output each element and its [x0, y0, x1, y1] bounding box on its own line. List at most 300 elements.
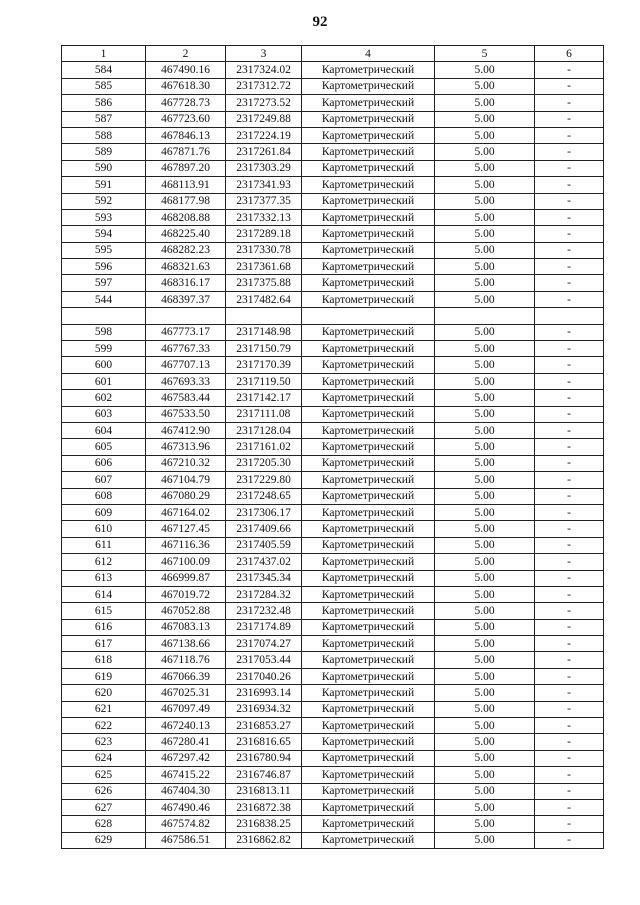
table-cell: -	[535, 291, 604, 307]
table-cell: 5.00	[435, 144, 535, 160]
table-cell: 609	[62, 504, 146, 520]
table-cell: Картометрический	[302, 718, 435, 734]
table-cell: -	[535, 734, 604, 750]
table-row	[62, 472, 604, 488]
table-cell: 625	[62, 767, 146, 783]
table-cell: -	[535, 570, 604, 586]
table-cell: -	[535, 455, 604, 471]
table-cell: 2317053.44	[226, 652, 302, 668]
table-cell: 5.00	[435, 422, 535, 438]
table-cell: -	[535, 652, 604, 668]
table-cell: 600	[62, 357, 146, 373]
table-row	[62, 668, 604, 684]
table-cell: 2317330.78	[226, 242, 302, 258]
header-cell: 3	[226, 46, 302, 62]
table-cell: Картометрический	[302, 603, 435, 619]
table-cell: Картометрический	[302, 586, 435, 602]
table-row	[62, 816, 604, 832]
table-cell: 467052.88	[146, 603, 226, 619]
table-cell: 5.00	[435, 619, 535, 635]
table-cell: Картометрический	[302, 209, 435, 225]
table-cell: 2317306.17	[226, 504, 302, 520]
table-cell: 5.00	[435, 570, 535, 586]
table-cell: Картометрический	[302, 554, 435, 570]
table-cell: 2317312.72	[226, 78, 302, 94]
table-cell: 594	[62, 226, 146, 242]
table-cell: 5.00	[435, 160, 535, 176]
table-cell: -	[535, 177, 604, 193]
table-cell: 467210.32	[146, 455, 226, 471]
table-row	[62, 570, 604, 586]
table-cell: 2316853.27	[226, 718, 302, 734]
table-row	[62, 685, 604, 701]
table-cell: 5.00	[435, 504, 535, 520]
table-row	[62, 95, 604, 111]
table-cell: 5.00	[435, 127, 535, 143]
table-cell: 2317148.98	[226, 324, 302, 340]
table-cell: 586	[62, 95, 146, 111]
table-row	[62, 439, 604, 455]
table-cell: Картометрический	[302, 357, 435, 373]
table-cell: 602	[62, 390, 146, 406]
table-cell: -	[535, 275, 604, 291]
table-cell: -	[535, 750, 604, 766]
table-cell: 5.00	[435, 832, 535, 848]
table-cell: 5.00	[435, 537, 535, 553]
table-cell: 2317332.13	[226, 209, 302, 225]
table-cell: 5.00	[435, 193, 535, 209]
table-cell: -	[535, 685, 604, 701]
table-row	[62, 144, 604, 160]
table-cell: 629	[62, 832, 146, 848]
table-cell: Картометрический	[302, 177, 435, 193]
table-cell: 614	[62, 586, 146, 602]
table-cell: 467104.79	[146, 472, 226, 488]
table-cell: 468282.23	[146, 242, 226, 258]
table-cell: 5.00	[435, 816, 535, 832]
table-cell: 467415.22	[146, 767, 226, 783]
table-row	[62, 193, 604, 209]
table-cell: Картометрический	[302, 504, 435, 520]
table-cell: 613	[62, 570, 146, 586]
table-cell: 2317229.80	[226, 472, 302, 488]
table-row	[62, 554, 604, 570]
table-cell: 5.00	[435, 242, 535, 258]
table-cell: 467313.96	[146, 439, 226, 455]
table-cell: 2317375.88	[226, 275, 302, 291]
table-cell: 606	[62, 455, 146, 471]
table-cell: 467871.76	[146, 144, 226, 160]
table-cell: 5.00	[435, 636, 535, 652]
table-row	[62, 78, 604, 94]
table-cell: 2317224.19	[226, 127, 302, 143]
table-cell: Картометрический	[302, 652, 435, 668]
table-row	[62, 373, 604, 389]
table-cell: 5.00	[435, 455, 535, 471]
table-cell: 467280.41	[146, 734, 226, 750]
table-row	[62, 832, 604, 848]
table-cell: -	[535, 767, 604, 783]
table-cell: 605	[62, 439, 146, 455]
table-cell: 2317232.48	[226, 603, 302, 619]
table-cell: 5.00	[435, 586, 535, 602]
header-cell: 1	[62, 46, 146, 62]
table-cell: Картометрический	[302, 783, 435, 799]
table-cell: 5.00	[435, 603, 535, 619]
table-cell: -	[535, 341, 604, 357]
table-row	[62, 652, 604, 668]
table-cell: -	[535, 160, 604, 176]
table-cell: -	[535, 373, 604, 389]
table-cell: 598	[62, 324, 146, 340]
table-cell: Картометрический	[302, 750, 435, 766]
table-cell: 2317273.52	[226, 95, 302, 111]
table-cell: 467100.09	[146, 554, 226, 570]
table-cell: 585	[62, 78, 146, 94]
coordinates-table	[61, 45, 604, 849]
table-cell: 467583.44	[146, 390, 226, 406]
table-cell: 591	[62, 177, 146, 193]
table-cell: -	[535, 783, 604, 799]
table-row	[62, 209, 604, 225]
table-cell: 622	[62, 718, 146, 734]
table-cell: -	[535, 144, 604, 160]
table-cell: -	[535, 242, 604, 258]
table-cell: 2316838.25	[226, 816, 302, 832]
table-cell: 468321.63	[146, 259, 226, 275]
table-cell: 5.00	[435, 701, 535, 717]
table-cell: 2316780.94	[226, 750, 302, 766]
table-cell: 467025.31	[146, 685, 226, 701]
table-cell: 5.00	[435, 341, 535, 357]
table-cell: Картометрический	[302, 422, 435, 438]
table-cell: 467767.33	[146, 341, 226, 357]
table-cell: -	[535, 78, 604, 94]
table-cell: 467138.66	[146, 636, 226, 652]
table-cell: 467083.13	[146, 619, 226, 635]
table-cell: 467533.50	[146, 406, 226, 422]
table-cell: 467297.42	[146, 750, 226, 766]
table-cell: 599	[62, 341, 146, 357]
table-cell: 628	[62, 816, 146, 832]
table-cell: 2317074.27	[226, 636, 302, 652]
table-cell: Картометрический	[302, 734, 435, 750]
table-cell	[62, 308, 146, 324]
table-cell: 588	[62, 127, 146, 143]
table-cell	[146, 308, 226, 324]
table-cell: 2317128.04	[226, 422, 302, 438]
table-cell: -	[535, 799, 604, 815]
table-cell: -	[535, 406, 604, 422]
header-cell: 6	[535, 46, 604, 62]
table-row	[62, 111, 604, 127]
table-cell: -	[535, 488, 604, 504]
table-cell: 2317324.02	[226, 62, 302, 78]
table-cell: 2317482.64	[226, 291, 302, 307]
table-cell: 467490.46	[146, 799, 226, 815]
table-cell: Картометрический	[302, 62, 435, 78]
table-row	[62, 406, 604, 422]
table-cell: 608	[62, 488, 146, 504]
table-row	[62, 160, 604, 176]
table-cell: 467118.76	[146, 652, 226, 668]
table-cell: Картометрический	[302, 799, 435, 815]
table-cell: 2316993.14	[226, 685, 302, 701]
table-cell: 2317377.35	[226, 193, 302, 209]
table-cell: 587	[62, 111, 146, 127]
table-cell: 467846.13	[146, 127, 226, 143]
table-row	[62, 422, 604, 438]
table-cell: 467586.51	[146, 832, 226, 848]
table-cell: 467116.36	[146, 537, 226, 553]
table-cell: 617	[62, 636, 146, 652]
table-cell: 5.00	[435, 750, 535, 766]
table-cell: Картометрический	[302, 193, 435, 209]
table-cell: 2317111.08	[226, 406, 302, 422]
table-row	[62, 521, 604, 537]
table-row	[62, 357, 604, 373]
table-row	[62, 750, 604, 766]
table-cell: 5.00	[435, 668, 535, 684]
table-cell: Картометрический	[302, 226, 435, 242]
table-cell: -	[535, 472, 604, 488]
table-cell: 5.00	[435, 439, 535, 455]
table-cell: Картометрический	[302, 275, 435, 291]
table-cell: 590	[62, 160, 146, 176]
table-cell: 467773.17	[146, 324, 226, 340]
table-cell	[435, 308, 535, 324]
table-cell: 467412.90	[146, 422, 226, 438]
table-cell: 2317341.93	[226, 177, 302, 193]
table-cell: -	[535, 537, 604, 553]
table-cell: 5.00	[435, 62, 535, 78]
table-cell: -	[535, 718, 604, 734]
table-cell: 467618.30	[146, 78, 226, 94]
table-cell: 467127.45	[146, 521, 226, 537]
table-row	[62, 619, 604, 635]
table-cell: -	[535, 701, 604, 717]
table-cell	[302, 308, 435, 324]
table-cell: Картометрический	[302, 832, 435, 848]
table-cell: Картометрический	[302, 439, 435, 455]
table-cell: 610	[62, 521, 146, 537]
table-cell: 2316934.32	[226, 701, 302, 717]
table-cell: 467574.82	[146, 816, 226, 832]
table-cell: -	[535, 586, 604, 602]
table-cell: 627	[62, 799, 146, 815]
table-cell: -	[535, 390, 604, 406]
table-cell: Картометрический	[302, 455, 435, 471]
table-cell: Картометрический	[302, 488, 435, 504]
table-cell: 597	[62, 275, 146, 291]
table-cell: 620	[62, 685, 146, 701]
table-cell: 5.00	[435, 95, 535, 111]
table-cell: 2317289.18	[226, 226, 302, 242]
table-cell: 5.00	[435, 390, 535, 406]
table-cell: Картометрический	[302, 406, 435, 422]
table-cell: 623	[62, 734, 146, 750]
table-cell: 467490.16	[146, 62, 226, 78]
table-cell: -	[535, 816, 604, 832]
table-cell: 604	[62, 422, 146, 438]
table-cell: 467693.33	[146, 373, 226, 389]
table-cell: -	[535, 554, 604, 570]
table-cell: 589	[62, 144, 146, 160]
table-cell: 2317303.29	[226, 160, 302, 176]
table-cell: 2317345.34	[226, 570, 302, 586]
table-row	[62, 734, 604, 750]
table-cell: Картометрический	[302, 259, 435, 275]
table-cell: Картометрический	[302, 537, 435, 553]
table-cell: 618	[62, 652, 146, 668]
table-cell: 615	[62, 603, 146, 619]
table-row	[62, 603, 604, 619]
table-cell: 2317174.89	[226, 619, 302, 635]
table-cell: -	[535, 521, 604, 537]
table-cell: -	[535, 636, 604, 652]
table-cell: 2317119.50	[226, 373, 302, 389]
table-row	[62, 767, 604, 783]
table-cell: 5.00	[435, 406, 535, 422]
table-cell: 612	[62, 554, 146, 570]
table-cell: -	[535, 193, 604, 209]
table-cell: 466999.87	[146, 570, 226, 586]
table-cell: 2316813.11	[226, 783, 302, 799]
table-cell: -	[535, 226, 604, 242]
table-row	[62, 62, 604, 78]
table-cell: 5.00	[435, 718, 535, 734]
table-cell: Картометрический	[302, 472, 435, 488]
table-cell: Картометрический	[302, 111, 435, 127]
table-cell: 5.00	[435, 111, 535, 127]
header-cell: 2	[146, 46, 226, 62]
table-cell: 2317161.02	[226, 439, 302, 455]
table-cell: 467097.49	[146, 701, 226, 717]
table-cell: -	[535, 603, 604, 619]
table-cell: 2317261.84	[226, 144, 302, 160]
table-cell: 5.00	[435, 799, 535, 815]
table-cell: -	[535, 668, 604, 684]
table-cell: 596	[62, 259, 146, 275]
table-cell: -	[535, 62, 604, 78]
table-cell: -	[535, 422, 604, 438]
table-cell: 5.00	[435, 357, 535, 373]
table-cell: 616	[62, 619, 146, 635]
table-cell: 2317437.02	[226, 554, 302, 570]
table-cell: 467066.39	[146, 668, 226, 684]
table-cell: Картометрический	[302, 160, 435, 176]
table-row	[62, 636, 604, 652]
table-cell: 468177.98	[146, 193, 226, 209]
table-cell: 619	[62, 668, 146, 684]
table-cell: Картометрический	[302, 95, 435, 111]
table-cell: Картометрический	[302, 390, 435, 406]
table-cell: 2317205.30	[226, 455, 302, 471]
table-cell: 5.00	[435, 554, 535, 570]
table-cell: Картометрический	[302, 521, 435, 537]
table-cell: -	[535, 95, 604, 111]
table-row	[62, 308, 604, 324]
table-cell: -	[535, 504, 604, 520]
table-cell: -	[535, 357, 604, 373]
table-cell: Картометрический	[302, 127, 435, 143]
table-cell: 468316.17	[146, 275, 226, 291]
table-cell: 607	[62, 472, 146, 488]
table-row	[62, 127, 604, 143]
table-row	[62, 226, 604, 242]
table-cell: 595	[62, 242, 146, 258]
table-cell: 5.00	[435, 226, 535, 242]
table-cell: 468113.91	[146, 177, 226, 193]
table-cell: 544	[62, 291, 146, 307]
header-cell: 5	[435, 46, 535, 62]
table-cell: 467404.30	[146, 783, 226, 799]
table-cell: 2316872.38	[226, 799, 302, 815]
table-cell: Картометрический	[302, 144, 435, 160]
table-row	[62, 259, 604, 275]
table-row	[62, 324, 604, 340]
table-cell: Картометрический	[302, 324, 435, 340]
table-cell: 2316746.87	[226, 767, 302, 783]
table-cell: 5.00	[435, 291, 535, 307]
table-cell: 611	[62, 537, 146, 553]
table-row	[62, 275, 604, 291]
table-cell: 5.00	[435, 324, 535, 340]
table-cell: Картометрический	[302, 767, 435, 783]
table-cell: -	[535, 324, 604, 340]
table-cell: 5.00	[435, 209, 535, 225]
table-cell: 5.00	[435, 652, 535, 668]
table-cell: 2317142.17	[226, 390, 302, 406]
table-cell: 2316816.65	[226, 734, 302, 750]
table-cell: 2317248.65	[226, 488, 302, 504]
table-cell: 5.00	[435, 685, 535, 701]
table-cell: 467019.72	[146, 586, 226, 602]
table-cell: 5.00	[435, 275, 535, 291]
table-row	[62, 488, 604, 504]
table-cell: Картометрический	[302, 291, 435, 307]
table-cell: 621	[62, 701, 146, 717]
table-cell: 467240.13	[146, 718, 226, 734]
table-cell	[226, 308, 302, 324]
table-cell: 468208.88	[146, 209, 226, 225]
table-cell: -	[535, 439, 604, 455]
table-cell: 601	[62, 373, 146, 389]
table-cell: Картометрический	[302, 341, 435, 357]
table-cell: 5.00	[435, 472, 535, 488]
table-cell: 5.00	[435, 767, 535, 783]
table-cell: -	[535, 111, 604, 127]
table-cell: 626	[62, 783, 146, 799]
table-cell: 2317361.68	[226, 259, 302, 275]
table-cell: 467723.60	[146, 111, 226, 127]
table-cell: 2317249.88	[226, 111, 302, 127]
table-cell: 5.00	[435, 521, 535, 537]
table-cell: 467164.02	[146, 504, 226, 520]
table-row	[62, 177, 604, 193]
table-row	[62, 799, 604, 815]
table-cell: 624	[62, 750, 146, 766]
table-cell: 2317284.32	[226, 586, 302, 602]
table-cell: -	[535, 832, 604, 848]
table-cell: Картометрический	[302, 619, 435, 635]
table-cell: 2317150.79	[226, 341, 302, 357]
table-row	[62, 718, 604, 734]
table-cell: 5.00	[435, 177, 535, 193]
table-cell: 2316862.82	[226, 832, 302, 848]
table-cell: 467080.29	[146, 488, 226, 504]
table-cell: 467728.73	[146, 95, 226, 111]
